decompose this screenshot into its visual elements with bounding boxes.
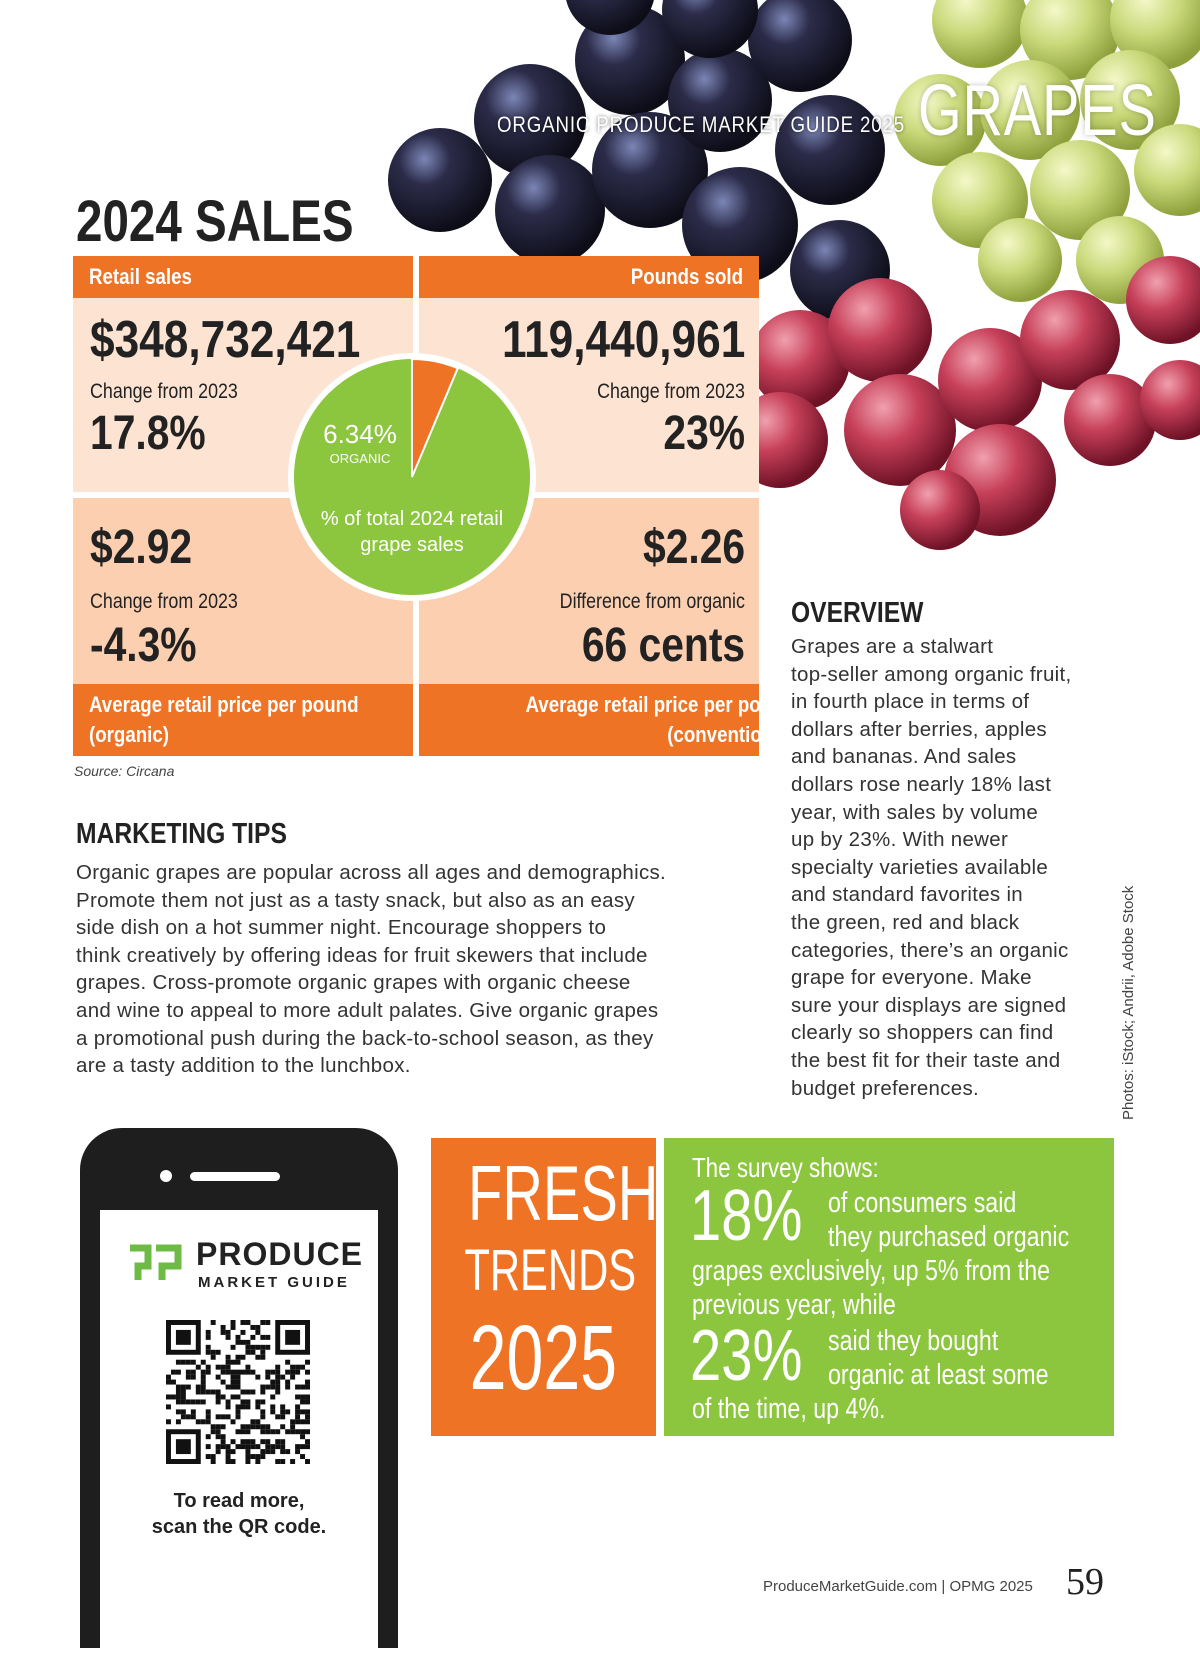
- overview-line: year, with sales by volume: [791, 800, 1039, 824]
- conv-diff-value: 66 cents: [581, 619, 745, 672]
- pie-percent: 6.34%: [323, 419, 397, 449]
- fresh-line-3: 2025: [469, 1307, 618, 1409]
- conv-price-label: Average retail price per pound (conventional): [419, 684, 759, 756]
- conv-price-value: $2.26: [642, 521, 745, 574]
- footer-site[interactable]: ProduceMarketGuide.com | OPMG 2025: [763, 1578, 1033, 1595]
- marketing-title: MARKETING TIPS: [76, 818, 287, 850]
- phone-graphic: [80, 1128, 398, 1648]
- organic-price-value: $2.92: [90, 521, 193, 574]
- overview-title: OVERVIEW: [791, 597, 924, 629]
- qr-caption: [100, 1488, 378, 1540]
- pounds-change-label: Change from 2023: [597, 380, 745, 403]
- overview-line: the best fit for their taste and: [791, 1048, 1061, 1072]
- survey-stat-2-line-b: organic at least some: [828, 1359, 1049, 1391]
- overview-body: [791, 633, 1131, 1102]
- organic-price-label: Average retail price per pound (organic): [73, 684, 413, 756]
- survey-stat-2-text: [828, 1324, 1049, 1392]
- overview-line: grape for everyone. Make: [791, 966, 1032, 990]
- overview-line: up by 23%. With newer: [791, 828, 1009, 852]
- organic-change-label: Change from 2023: [90, 590, 238, 613]
- marketing-line: grapes. Cross-promote organic grapes with organic cheese: [76, 971, 631, 995]
- overview-line: top-seller among organic fruit,: [791, 662, 1072, 686]
- marketing-body: [76, 859, 766, 1080]
- photo-credit: Photos: iStock; Andrii, Adobe Stock: [1120, 885, 1137, 1120]
- survey-stat-1: 18%: [690, 1176, 803, 1256]
- overview-line: categories, there’s an organic: [791, 938, 1069, 962]
- survey-box: [664, 1138, 1114, 1436]
- survey-line-7: of the time, up 4%.: [692, 1393, 886, 1425]
- overview-line: specialty varieties available: [791, 855, 1049, 879]
- sales-source: Source: Circana: [74, 763, 175, 779]
- survey-line-3: grapes exclusively, up 5% from the: [692, 1255, 1051, 1287]
- pounds-sold-value: 119,440,961: [501, 311, 745, 369]
- organic-share-pie: [288, 353, 536, 601]
- organic-change-value: -4.3%: [90, 619, 197, 672]
- pmg-brand-top: PRODUCE: [196, 1236, 364, 1272]
- overview-line: the green, red and black: [791, 910, 1020, 934]
- qr-code[interactable]: [166, 1320, 310, 1464]
- pie-caption-1: % of total 2024 retail: [320, 508, 504, 530]
- fresh-trends-box: [431, 1138, 659, 1436]
- fresh-line-1: FRESH: [468, 1149, 659, 1237]
- survey-stat-2-line-a: said they bought: [828, 1325, 999, 1357]
- overview-line: dollars after berries, apples: [791, 717, 1047, 741]
- overview-line: and bananas. And sales: [791, 745, 1017, 769]
- survey-middle-text: [692, 1254, 1050, 1322]
- overview-line: dollars rose nearly 18% last: [791, 772, 1052, 796]
- qr-caption-line-1: To read more,: [173, 1490, 305, 1512]
- overview-line: clearly so shoppers can find: [791, 1021, 1054, 1045]
- guide-title: ORGANIC PRODUCE MARKET GUIDE 2025: [497, 112, 906, 137]
- pmg-logo-icon: [126, 1242, 182, 1286]
- pmg-brand-bottom: MARKET GUIDE: [198, 1274, 350, 1291]
- section-title: GRAPES: [918, 71, 1157, 151]
- marketing-line: think creatively by offering ideas for fruit skewers that include: [76, 943, 648, 967]
- survey-stat-1-line-a: of consumers said: [828, 1187, 1017, 1219]
- pie-sub-label: ORGANIC: [329, 451, 391, 466]
- marketing-line: are a tasty addition to the lunchbox.: [76, 1054, 411, 1078]
- pounds-sold-label: Pounds sold: [419, 256, 759, 298]
- pie-caption-2: grape sales: [360, 534, 464, 556]
- qr-caption-line-2: scan the QR code.: [151, 1516, 327, 1538]
- conv-diff-label: Difference from organic: [559, 590, 745, 613]
- phone-camera: [160, 1170, 172, 1182]
- page-number: 59: [1066, 1561, 1104, 1603]
- overview-line: and standard favorites in: [791, 883, 1023, 907]
- survey-intro: The survey shows:: [692, 1152, 879, 1183]
- phone-speaker: [190, 1172, 280, 1181]
- overview-line: budget preferences.: [791, 1076, 980, 1100]
- fresh-line-2: TRENDS: [464, 1238, 637, 1303]
- marketing-line: Organic grapes are popular across all ages and demographics.: [76, 861, 667, 884]
- overview-line: in fourth place in terms of: [791, 690, 1030, 714]
- survey-stat-1-line-b: they purchased organic: [828, 1221, 1070, 1253]
- marketing-line: and wine to appeal to more adult palates. Give organic grapes: [76, 998, 659, 1022]
- retail-sales-value: $348,732,421: [90, 311, 361, 369]
- marketing-line: Promote them not just as a tasty snack, but also as an easy: [76, 888, 635, 912]
- pounds-change-value: 23%: [663, 407, 745, 460]
- survey-stat-2: 23%: [690, 1316, 803, 1396]
- survey-line-4: previous year, while: [692, 1289, 896, 1321]
- marketing-line: side dish on a hot summer night. Encourage shoppers to: [76, 916, 607, 940]
- phone-screen: [100, 1210, 378, 1670]
- survey-stat-1-text: [828, 1186, 1069, 1254]
- retail-change-value: 17.8%: [90, 407, 206, 460]
- marketing-line: a promotional push during the back-to-school season, as they: [76, 1026, 654, 1050]
- sales-title: 2024 SALES: [76, 189, 354, 254]
- retail-sales-label: Retail sales: [73, 256, 413, 298]
- overview-line: Grapes are a stalwart: [791, 635, 994, 658]
- overview-line: sure your displays are signed: [791, 993, 1067, 1017]
- retail-change-label: Change from 2023: [90, 380, 238, 403]
